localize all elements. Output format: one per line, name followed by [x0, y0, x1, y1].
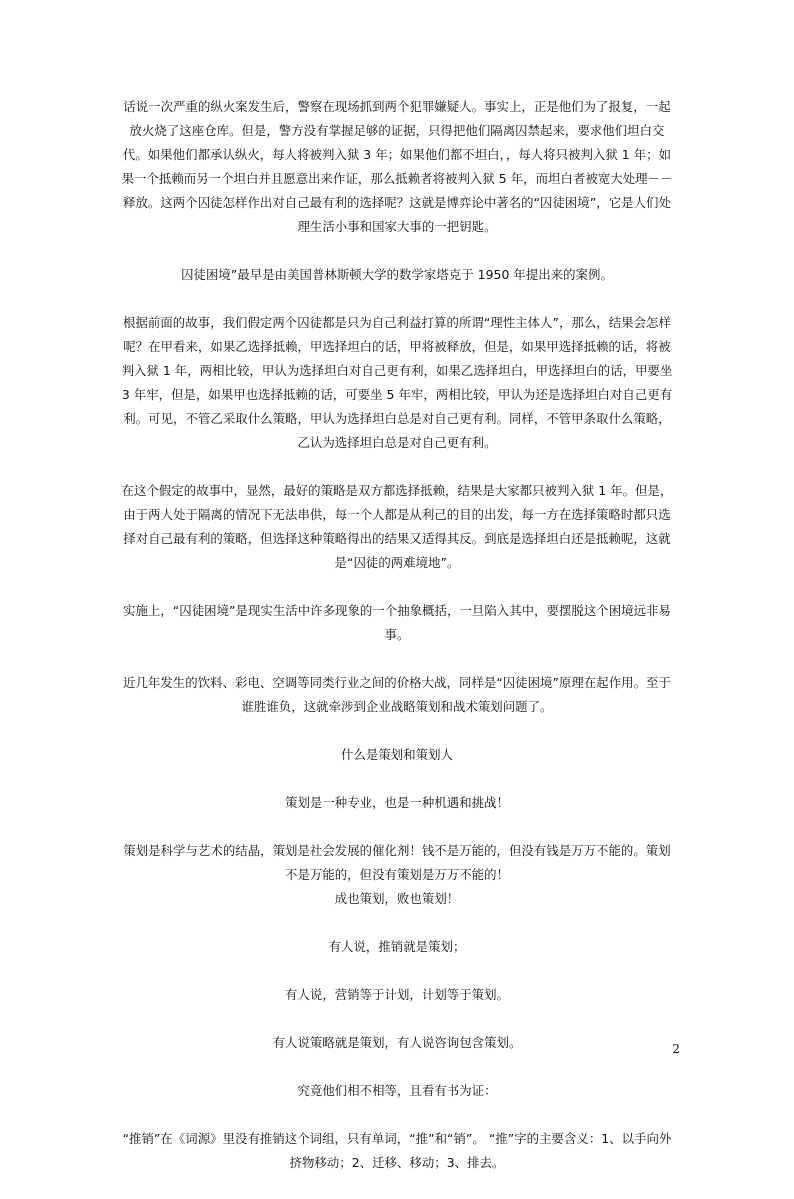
paragraph-planning-profession: 策划是一种专业，也是一种机遇和挑战！: [285, 795, 509, 810]
paragraph-prisoners-dilemma-origin: 囚徒困境”最早是由美国普林斯顿大学的数学家塔克于 1950 年提出来的案例。: [181, 267, 613, 282]
paragraph-planning-science-art: 策划是科学与艺术的结晶，策划是社会发展的催化剂！钱不是万能的，但没有钱是万万不能的。策划不是万能的，但没有策划是万万不能的！: [123, 843, 671, 882]
document-body: [120, 95, 674, 1199]
paragraph-arson-story: 话说一次严重的纵火案发生后，警察在现场抓到两个犯罪嫌疑人。事实上，正是他们为了报复，一起放火烧了这座仓库。但是，警方没有掌握足够的证据，只得把他们隔离囚禁起来，要求他们坦白交代。如果他们都承认纵火，每人将被判入狱 3 年；如果他们都不坦白，，每人将只被判入狱 1 年；如果一个抵赖而另一个坦白并且愿意出来作证，那么抵赖者将被判入狱 5 年，而坦白者被宽大处理－－释放。这两个囚徒怎样作出对自己最有利的选择呢？这就是博弈论中著名的“囚徒困境”，它是人们处理生活小事和国家大事的一把钥匙。: [121, 99, 673, 234]
page-number: 2: [672, 1042, 680, 1056]
paragraph-tuixiao-definition: “推销”在《词源》里没有推销这个词组，只有单词，“推”和“销”。 “推”字的主要含义：1、以手向外挤物移动；2、迁移、移动；3、排去。: [122, 1131, 672, 1170]
paragraph-price-war-example: 近几年发生的饮料、彩电、空调等同类行业之间的价格大战，同样是“囚徒困境”原理在起作用。至于谁胜谁负，这就牵涉到企业战略策划和战术策划问题了。: [123, 675, 671, 714]
paragraph-best-strategy-dilemma: 在这个假定的故事中，显然，最好的策略是双方都选择抵赖，结果是大家都只被判入狱 1 年。但是，由于两人处于隔离的情况下无法串供，每一个人都是从利己的目的出发，每一方在选择策略时都只选择对自己最有利的策略，但选择这种策略得出的结果又适得其反。到底是选择坦白还是抵赖呢，这就是“囚徒的两难境地”。: [121, 483, 673, 570]
paragraph-real-life-abstraction: 实施上，“囚徒困境”是现实生活中许多现象的一个抽象概括，一旦陷入其中，要摆脱这个困境远非易事。: [123, 603, 671, 642]
paragraph-strategy-consulting: 有人说策略就是策划，有人说咨询包含策划。: [272, 1035, 522, 1050]
paragraph-rational-choice-analysis: 根据前面的故事，我们假定两个囚徒都是只为自己利益打算的所谓“理性主体人”，那么，结果会怎样呢？在甲看来，如果乙选择抵赖，甲选择坦白的话，甲将被释放，但是，如果甲选择抵赖的话，将被判入狱 1 年，两相比较，甲认为选择坦白对自己更有利，如果乙选择坦白，甲选择坦白的话，甲要坐 3 年牢，但是，如果甲也选择抵赖的话，可要坐 5 年牢，两相比较，甲认为还是选择坦白对自己更有利。可见，不管乙采取什么策略，甲认为选择坦白总是对自己更有利。同样，不管甲条取什么策略，乙认为选择坦白总是对自己更有利。: [121, 315, 673, 450]
paragraph-marketing-equals-plan: 有人说，营销等于计划，计划等于策划。: [285, 987, 509, 1002]
section-heading-planning: 什么是策划和策划人: [341, 747, 453, 762]
paragraph-success-failure-planning: 成也策划，败也策划！: [334, 891, 460, 906]
paragraph-sales-is-planning: 有人说，推销就是策划；: [328, 939, 466, 954]
paragraph-book-evidence: 究竟他们相不相等，且看有书为证：: [297, 1083, 497, 1098]
